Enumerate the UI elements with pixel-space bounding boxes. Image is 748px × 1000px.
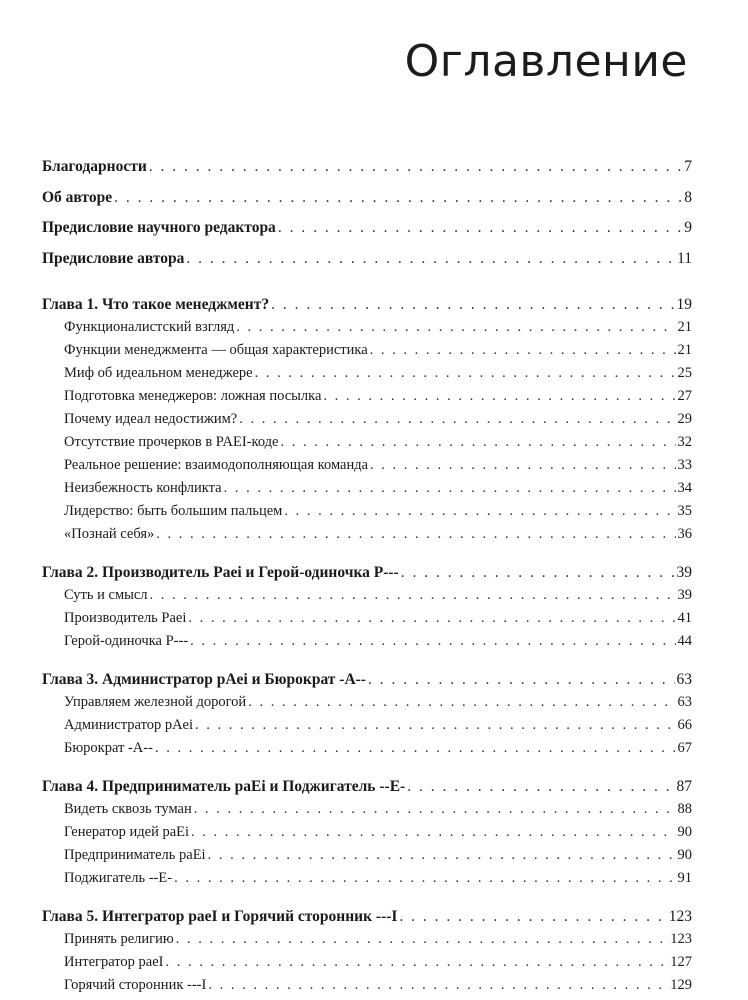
dot-leader [195, 714, 675, 737]
toc-section-entry [42, 339, 692, 362]
toc-section-entry-label: Администратор pAei [64, 717, 194, 733]
spacer [42, 274, 692, 293]
dot-leader [323, 385, 675, 408]
toc-chapter-entry-page-number: 19 [676, 296, 692, 313]
toc-chapter-entry-label: Глава 2. Производитель Paei и Герой-одиночка P--- [42, 564, 399, 581]
dot-leader [239, 408, 675, 431]
dot-leader [155, 737, 676, 760]
toc-section-entry [42, 821, 692, 844]
toc-chapter-entry-label: Глава 3. Администратор pAei и Бюрократ -A-- [42, 671, 366, 688]
toc-section-entry [42, 607, 692, 630]
toc-front-entry [42, 183, 692, 214]
toc-chapter-entry [42, 775, 692, 798]
toc-section-entry-label: Миф об идеальном менеджере [64, 365, 253, 381]
toc-section-entry-page-number: 32 [677, 434, 692, 450]
dot-leader [370, 454, 675, 477]
page-title: Оглавление [404, 36, 688, 87]
toc-chapter-entry [42, 668, 692, 691]
toc-section-entry [42, 867, 692, 890]
toc-section-entry-label: Реальное решение: взаимодополняющая команда [64, 457, 369, 473]
toc-section-entry-label: Почему идеал недостижим? [64, 411, 238, 427]
dot-leader [224, 477, 676, 500]
toc-front-entry-page-number: 9 [684, 219, 692, 236]
toc-front-entry-page-number: 7 [684, 158, 692, 175]
spacer [42, 546, 692, 561]
toc-front-entry-label: Благодарности [42, 158, 147, 175]
toc-section-entry-label: «Познай себя» [64, 526, 155, 542]
toc-section-entry-page-number: 21 [677, 319, 692, 335]
table-of-contents [42, 152, 692, 997]
dot-leader [186, 244, 675, 275]
toc-section-entry [42, 974, 692, 997]
toc-section-entry [42, 584, 692, 607]
toc-section-entry-page-number: 29 [677, 411, 692, 427]
toc-section-entry-page-number: 44 [677, 633, 692, 649]
dot-leader [401, 561, 675, 584]
toc-section-entry-label: Генератор идей paEi [64, 824, 190, 840]
toc-chapter-entry-page-number: 87 [676, 778, 692, 795]
toc-section-entry [42, 477, 692, 500]
dot-leader [208, 974, 668, 997]
dot-leader [149, 152, 682, 183]
toc-section-entry [42, 316, 692, 339]
toc-section-entry-label: Герой-одиночка P--- [64, 633, 189, 649]
toc-section-entry [42, 454, 692, 477]
toc-section-entry-page-number: 25 [677, 365, 692, 381]
toc-front-entry [42, 152, 692, 183]
dot-leader [236, 316, 675, 339]
dot-leader [194, 798, 676, 821]
toc-section-entry [42, 844, 692, 867]
toc-chapter-entry-page-number: 123 [668, 908, 692, 925]
toc-chapter-entry-page-number: 63 [676, 671, 692, 688]
toc-section-entry-label: Функционалистский взгляд [64, 319, 235, 335]
toc-section-entry [42, 500, 692, 523]
dot-leader [370, 339, 676, 362]
toc-section-entry [42, 408, 692, 431]
toc-chapter-entry-label: Глава 5. Интегратор paeI и Горячий сторонник ---I [42, 908, 398, 925]
toc-section-entry [42, 630, 692, 653]
dot-leader [280, 431, 675, 454]
toc-section-entry-label: Интегратор paeI [64, 954, 164, 970]
toc-front-entry-page-number: 8 [684, 188, 692, 206]
toc-front-entry-label: Предисловие научного редактора [42, 219, 276, 236]
toc-front-entry [42, 213, 692, 244]
toc-section-entry-label: Горячий сторонник ---I [64, 977, 207, 993]
toc-front-entry-page-number: 11 [677, 249, 692, 267]
toc-section-entry-label: Суть и смысл [64, 587, 148, 603]
toc-section-entry [42, 523, 692, 546]
toc-section-entry [42, 798, 692, 821]
toc-section-entry-label: Принять религию [64, 931, 174, 947]
dot-leader [284, 500, 675, 523]
toc-section-entry [42, 431, 692, 454]
dot-leader [174, 867, 675, 890]
toc-section-entry-label: Видеть сквозь туман [64, 801, 192, 817]
dot-leader [407, 775, 674, 798]
toc-section-entry-page-number: 129 [670, 977, 692, 993]
spacer [42, 890, 692, 905]
toc-section-entry-page-number: 90 [677, 824, 692, 840]
dot-leader [188, 607, 675, 630]
toc-front-entry-label: Предисловие автора [42, 249, 185, 267]
toc-section-entry-label: Подготовка менеджеров: ложная посылка [64, 388, 322, 404]
toc-section-entry-label: Бюрократ -A-- [64, 740, 153, 756]
toc-chapter-entry-page-number: 39 [676, 564, 692, 581]
dot-leader [176, 928, 669, 951]
dot-leader [156, 523, 675, 546]
toc-section-entry-page-number: 21 [677, 342, 692, 358]
dot-leader [165, 951, 668, 974]
dot-leader [248, 691, 675, 714]
toc-section-entry [42, 714, 692, 737]
toc-chapter-entry [42, 905, 692, 928]
toc-section-entry-page-number: 35 [677, 503, 692, 519]
spacer [42, 653, 692, 668]
toc-chapter-entry [42, 561, 692, 584]
dot-leader [114, 183, 682, 214]
toc-section-entry-page-number: 88 [677, 801, 692, 817]
toc-section-entry [42, 385, 692, 408]
toc-section-entry-label: Производитель Paei [64, 610, 187, 626]
toc-front-entry [42, 244, 692, 275]
dot-leader [208, 844, 676, 867]
toc-section-entry-label: Неизбежность конфликта [64, 480, 222, 496]
toc-section-entry-page-number: 41 [677, 610, 692, 626]
toc-section-entry-page-number: 63 [677, 694, 692, 710]
dot-leader [368, 668, 675, 691]
toc-section-entry-page-number: 123 [670, 931, 692, 947]
toc-section-entry-page-number: 127 [670, 954, 692, 970]
toc-section-entry-page-number: 34 [677, 480, 692, 496]
dot-leader [255, 362, 676, 385]
toc-section-entry-page-number: 90 [677, 847, 692, 863]
toc-section-entry [42, 928, 692, 951]
toc-section-entry [42, 951, 692, 974]
toc-section-entry-page-number: 91 [677, 870, 692, 886]
toc-section-entry-page-number: 27 [677, 388, 692, 404]
toc-section-entry-page-number: 67 [677, 740, 692, 756]
dot-leader [399, 905, 666, 928]
toc-section-entry-page-number: 39 [677, 587, 692, 603]
toc-section-entry [42, 362, 692, 385]
toc-section-entry-label: Поджигатель --E- [64, 870, 173, 886]
toc-chapter-entry-label: Глава 4. Предприниматель paEi и Поджигатель --E- [42, 778, 406, 795]
toc-section-entry-page-number: 33 [677, 457, 692, 473]
dot-leader [191, 821, 675, 844]
dot-leader [271, 293, 674, 316]
toc-front-entry-label: Об авторе [42, 188, 113, 206]
dot-leader [150, 584, 676, 607]
toc-section-entry-label: Предприниматель paEi [64, 847, 206, 863]
toc-chapter-entry [42, 293, 692, 316]
toc-section-entry-label: Управляем железной дорогой [64, 694, 247, 710]
toc-section-entry [42, 737, 692, 760]
spacer [42, 760, 692, 775]
toc-section-entry-page-number: 66 [677, 717, 692, 733]
toc-section-entry-label: Отсутствие прочерков в PAEI-коде [64, 434, 279, 450]
toc-section-entry-label: Функции менеджмента — общая характеристика [64, 342, 368, 358]
dot-leader [190, 630, 675, 653]
toc-section-entry [42, 691, 692, 714]
dot-leader [278, 213, 682, 244]
toc-section-entry-page-number: 36 [677, 526, 692, 542]
toc-section-entry-label: Лидерство: быть большим пальцем [64, 503, 283, 519]
toc-chapter-entry-label: Глава 1. Что такое менеджмент? [42, 296, 270, 313]
